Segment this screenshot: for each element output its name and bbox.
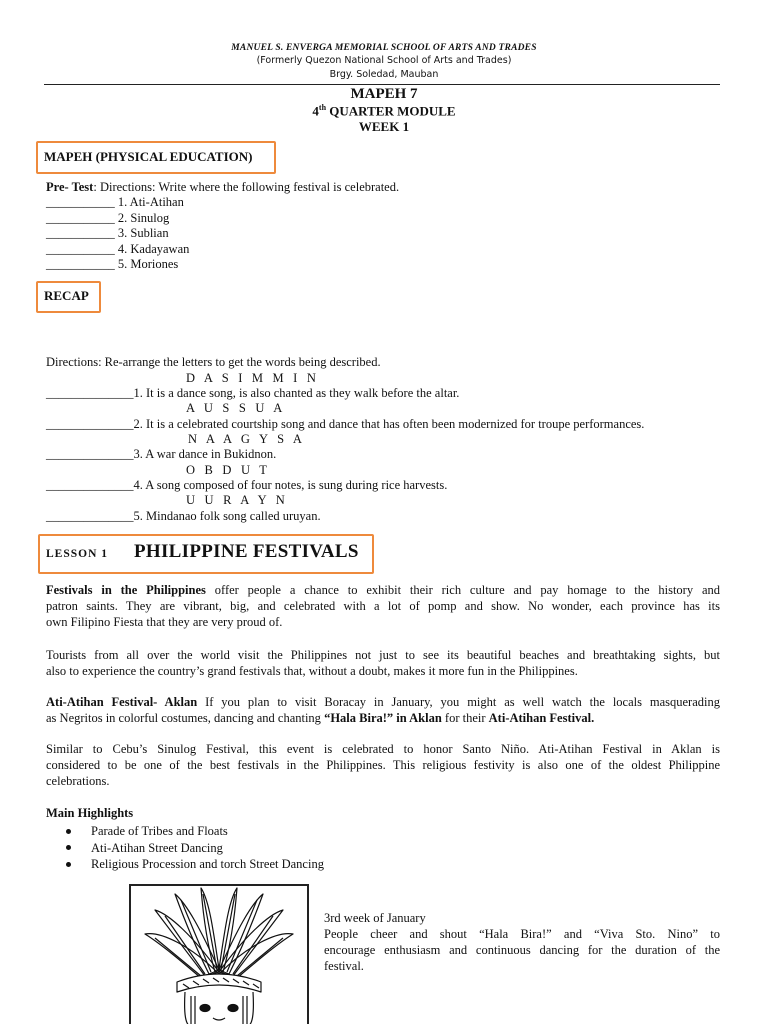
lesson-label: LESSON 1 (46, 548, 109, 560)
scrambled-word: O B D U T (186, 463, 271, 477)
quarter-suffix: th (318, 103, 327, 112)
list-item (66, 840, 324, 857)
recap-directions: Directions: Re-arrange the letters to get the words being described. (46, 355, 381, 369)
side-note-line: encourage enthusiasm and continuous dancing for the duration of the (324, 943, 720, 957)
paragraph-line (46, 694, 720, 710)
paragraph-line: also to experience the country’s grand festivals that, without a doubt, makes it more fun in the Philippines. (46, 664, 578, 678)
subject-title: MAPEH 7 (350, 86, 418, 102)
side-note-line: People cheer and shout “Hala Bira!” and “Viva Sto. Nino” to (324, 927, 720, 941)
bullet-icon (66, 862, 71, 867)
paragraph-sinulog (46, 741, 720, 789)
quarter-title (0, 103, 768, 119)
pretest-directions-text: : Directions: Write where the following festival is celebrated. (93, 180, 400, 194)
recap-item: ______________5. Mindanao folk song called uruyan. (46, 509, 321, 523)
paragraph-tourists (46, 647, 720, 679)
paragraph-text: as Negritos in colorful costumes, dancing and chanting (46, 711, 325, 725)
bold-term: Ati-Atihan Festival- Aklan (46, 695, 198, 709)
paragraph-line (46, 582, 720, 598)
recap-item: ______________1. It is a dance song, is also chanted as they walk before the altar. (46, 386, 460, 400)
headdress-figure-icon (131, 886, 307, 1024)
school-address: Brgy. Soledad, Mauban (329, 69, 439, 80)
paragraph-text: If you plan to visit Boracay in January, you might as well watch the locals masquerading (197, 695, 720, 709)
pretest-directions (46, 180, 399, 195)
quarter-number: 4 (312, 103, 319, 119)
scrambled-word: N A A G Y S A (188, 432, 306, 446)
pretest-item: ___________ 2. Sinulog (46, 211, 170, 225)
recap-item: ______________3. A war dance in Bukidnon. (46, 447, 277, 461)
list-item-text: Religious Procession and torch Street Dancing (91, 857, 324, 871)
scrambled-word: U U R A Y N (186, 493, 288, 507)
bold-term: Ati-Atihan Festival. (488, 711, 595, 725)
school-former-name: (Formerly Quezon National School of Arts and Trades) (256, 55, 512, 66)
bullet-icon (66, 845, 71, 850)
section-title-recap: RECAP (44, 288, 89, 303)
paragraph-intro (46, 582, 720, 630)
highlights-list (66, 823, 324, 873)
paragraph-line: Similar to Cebu’s Sinulog Festival, this event is celebrated to honor Santo Niño. Ati-Atihan Festival in Aklan is (46, 742, 720, 756)
recap-item: ______________2. It is a celebrated courtship song and dance that has often been modernized for troupe performances. (46, 417, 645, 431)
week-title: WEEK 1 (358, 119, 410, 134)
paragraph-line: patron saints. They are vibrant, big, and celebrated with a lot of pomp and show. No wonder, each province has its (46, 599, 720, 613)
scrambled-word: D A S I M M I N (186, 371, 320, 385)
paragraph-line: considered to be one of the best festivals in the Philippines. This religious festivity is also one of the oldest Philippine (46, 758, 720, 772)
paragraph-line: Tourists from all over the world visit the Philippines not just to see its beautiful beaches and breathtaking sights, but (46, 648, 720, 662)
feather-icon (145, 888, 293, 978)
festival-side-note (324, 910, 720, 974)
pretest-label: Pre- Test (46, 180, 94, 194)
header-divider (44, 84, 720, 85)
pretest-item: ___________ 1. Ati-Atihan (46, 195, 184, 209)
paragraph-ati-atihan (46, 694, 720, 726)
list-item-text: Parade of Tribes and Floats (91, 824, 228, 838)
section-title-pe: MAPEH (PHYSICAL EDUCATION) (44, 149, 253, 164)
quarter-label: QUARTER MODULE (326, 103, 456, 119)
bullet-icon (66, 829, 71, 834)
list-item-text: Ati-Atihan Street Dancing (91, 840, 223, 855)
pretest-item: ___________ 4. Kadayawan (46, 242, 190, 256)
highlights-title: Main Highlights (46, 806, 134, 820)
pretest-item: ___________ 3. Sublian (46, 226, 169, 240)
bold-term: Festivals in the Philippines (46, 583, 206, 597)
paragraph-text: offer people a chance to exhibit their rich culture and pay homage to the history and (205, 583, 720, 597)
list-item (66, 856, 324, 873)
paragraph-line: celebrations. (46, 774, 110, 788)
festival-date: 3rd week of January (324, 911, 426, 925)
school-name: MANUEL S. ENVERGA MEMORIAL SCHOOL OF ARTS AND TRADES (231, 43, 537, 53)
recap-item: ______________4. A song composed of four notes, is sung during rice harvests. (46, 478, 448, 492)
paragraph-text: for their (441, 711, 489, 725)
ati-atihan-illustration (129, 884, 309, 1024)
side-note-line: festival. (324, 959, 364, 973)
pretest-item: ___________ 5. Moriones (46, 257, 179, 271)
scrambled-word: A U S S U A (186, 401, 286, 415)
list-item (66, 823, 324, 840)
bold-term: “Hala Bira!” in Aklan (324, 711, 442, 725)
paragraph-line: own Filipino Fiesta that they are very proud of. (46, 615, 283, 629)
lesson-title: PHILIPPINE FESTIVALS (134, 541, 359, 562)
paragraph-line (46, 710, 720, 726)
